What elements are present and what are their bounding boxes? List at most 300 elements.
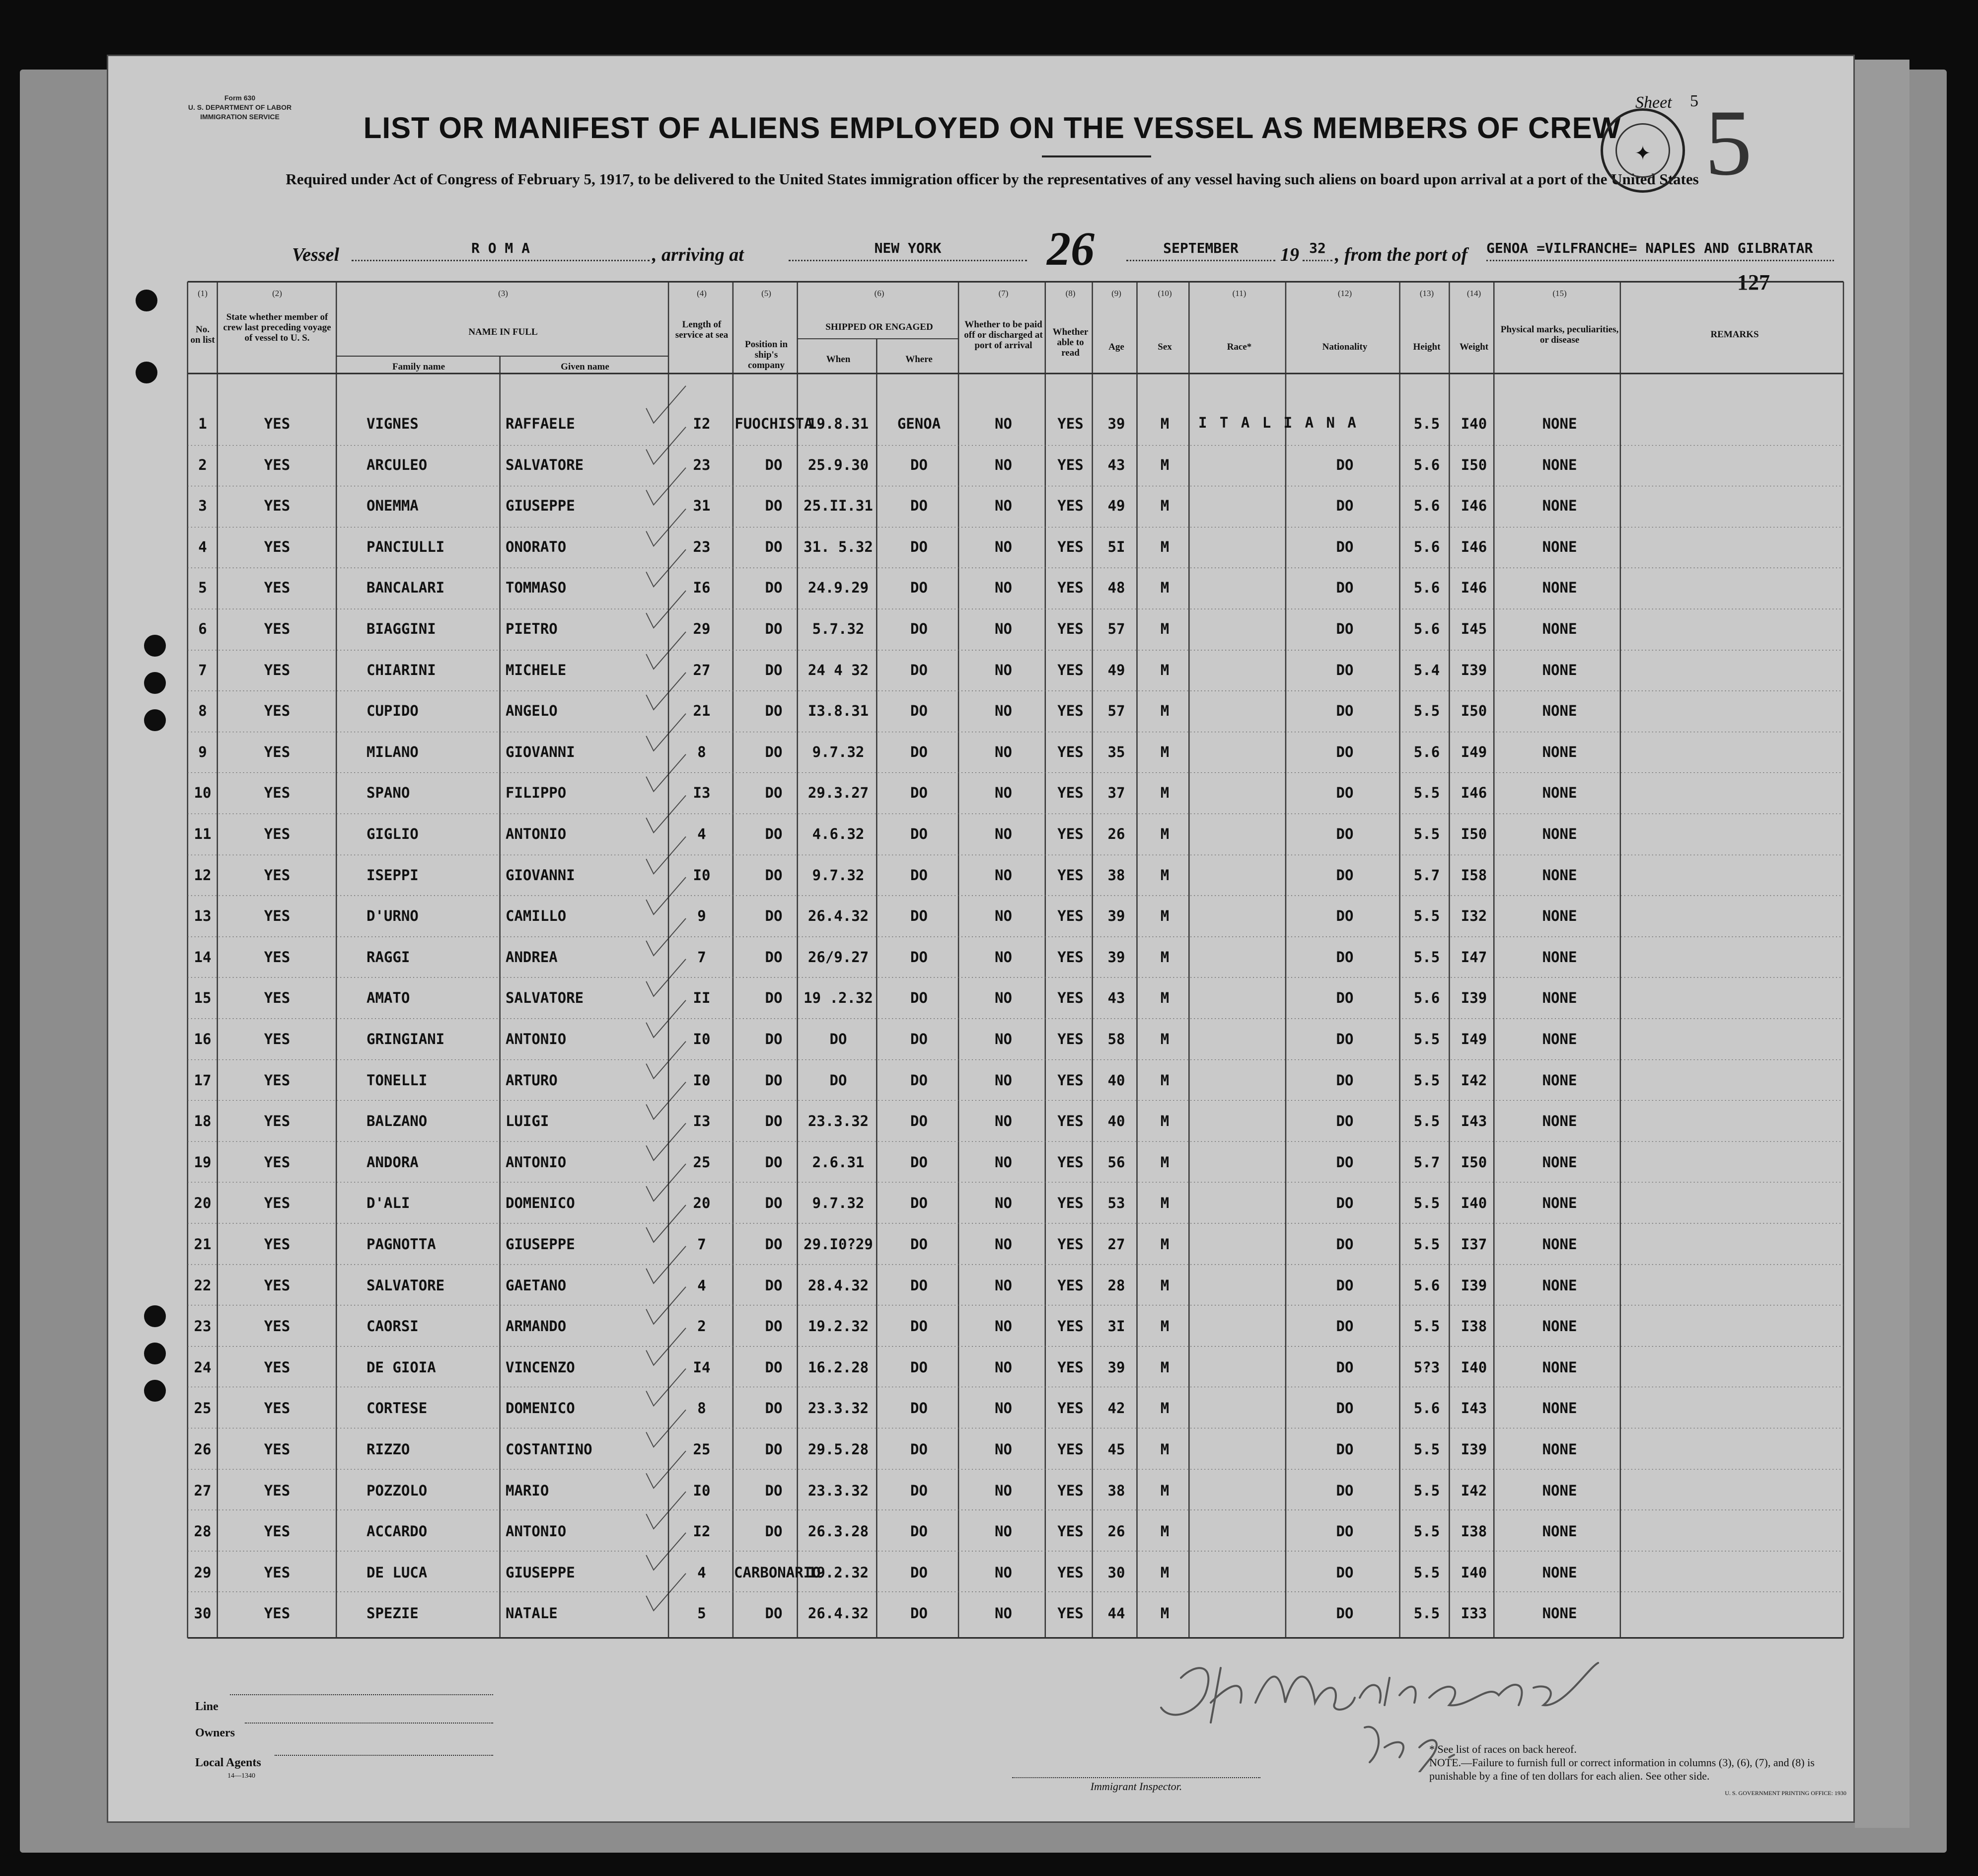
cell-where: DO [910,497,928,514]
cell-paid: NO [995,1318,1012,1335]
cell-read: YES [1057,1482,1084,1499]
cell-position: DO [765,579,783,596]
cell-where: DO [910,867,928,884]
cell-position: DO [765,1113,783,1129]
cell-weight: I37 [1461,1236,1487,1253]
cell-age: 30 [1107,1564,1125,1581]
cell-family: PANCIULLI [366,538,445,555]
cell-prev: YES [264,1605,291,1622]
cell-when: 24 4 32 [807,662,869,678]
cell-read: YES [1057,1564,1084,1581]
cell-weight: I39 [1461,989,1487,1006]
cell-height: 5.5 [1413,1441,1440,1458]
cell-nat: DO [1336,1605,1354,1622]
arriving-label: , arriving at [652,244,744,265]
binder-hole [144,1305,166,1327]
cell-weight: I40 [1461,1564,1487,1581]
cell-where: DO [910,1236,928,1253]
cell-marks: NONE [1542,1605,1577,1622]
cell-service: 8 [697,1400,706,1417]
cell-height: 5.4 [1413,662,1440,678]
cell-given: PIETRO [506,620,558,637]
cell-family: MILANO [366,744,419,760]
cell-nat: DO [1336,867,1354,884]
cell-service: 7 [697,1236,706,1253]
cell-height: 5.6 [1413,1277,1440,1294]
cell-service: 2 [697,1318,706,1335]
cell-height: 5.5 [1413,1031,1440,1048]
cell-where: DO [910,1154,928,1171]
cell-read: YES [1057,415,1084,432]
cell-weight: I40 [1461,415,1487,432]
cell-prev: YES [264,1523,291,1540]
cell-when: 25.9.30 [807,456,869,473]
cell-position: DO [765,538,783,555]
cell-given: ANTONIO [506,1031,567,1048]
cell-family: DE LUCA [366,1564,428,1581]
cell-sex: M [1160,1277,1170,1294]
cell-prev: YES [264,662,291,678]
cell-position: DO [765,497,783,514]
sheet-number-stamp: 5 [1705,91,1752,195]
cell-age: 42 [1107,1400,1125,1417]
cell-prev: YES [264,744,291,760]
cell-read: YES [1057,1523,1084,1540]
cell-prev: YES [264,1236,291,1253]
cell-weight: I39 [1461,662,1487,678]
cell-given: DOMENICO [506,1195,575,1211]
cell-sex: M [1160,1605,1170,1622]
cell-no: 27 [194,1482,212,1499]
col-num-10: (10) [1158,289,1172,298]
cell-nat: DO [1336,825,1354,842]
cell-family: BIAGGINI [366,620,436,637]
cell-service: 4 [697,1564,706,1581]
header-name-in-full: NAME IN FULL [468,327,538,337]
cell-prev: YES [264,415,291,432]
cell-where: DO [910,907,928,924]
cell-prev: YES [264,1564,291,1581]
cell-given: LUIGI [506,1113,549,1129]
cell-when: 26.4.32 [807,907,869,924]
cell-age: 38 [1107,1482,1125,1499]
consulate-seal [1601,108,1685,193]
cell-position: DO [765,1605,783,1622]
cell-given: TOMMASO [506,579,567,596]
cell-age: 40 [1107,1072,1125,1089]
cell-given: VINCENZO [506,1359,575,1376]
cell-sex: M [1160,1482,1170,1499]
cell-sex: M [1160,825,1170,842]
cell-paid: NO [995,1564,1012,1581]
cell-given: ARMANDO [506,1318,567,1335]
cell-age: 39 [1107,415,1125,432]
cell-given: SALVATORE [506,989,584,1006]
cell-when: 2.6.31 [812,1154,865,1171]
cell-read: YES [1057,662,1084,678]
cell-height: 5.5 [1413,784,1440,801]
cell-no: 26 [194,1441,212,1458]
cell-height: 5.5 [1413,949,1440,966]
cell-when: 23.3.32 [807,1400,869,1417]
cell-height: 5.5 [1413,907,1440,924]
cell-family: POZZOLO [366,1482,428,1499]
manifest-title: LIST OR MANIFEST OF ALIENS EMPLOYED ON THE VESSEL AS MEMBERS OF CREW [363,111,1621,145]
cell-paid: NO [995,1482,1012,1499]
cell-when: 26.3.28 [807,1523,869,1540]
cell-marks: NONE [1542,949,1577,966]
cell-no: 8 [198,702,207,719]
cell-nat: DO [1336,1113,1354,1129]
cell-height: 5.6 [1413,579,1440,596]
cell-weight: I38 [1461,1318,1487,1335]
cell-given: SALVATORE [506,456,584,473]
cell-service: 4 [697,1277,706,1294]
cell-family: GRINGIANI [366,1031,445,1048]
cell-given: ANTONIO [506,825,567,842]
cell-sex: M [1160,1359,1170,1376]
cell-prev: YES [264,1113,291,1129]
cell-paid: NO [995,1605,1012,1622]
cell-nat: DO [1336,662,1354,678]
col-num-12: (12) [1337,289,1352,298]
cell-service: I2 [693,415,711,432]
cell-service: 27 [693,662,711,678]
cell-when: I3.8.31 [807,702,869,719]
cell-sex: M [1160,579,1170,596]
cell-where: DO [910,456,928,473]
cell-family: D'URNO [366,907,419,924]
cell-sex: M [1160,1564,1170,1581]
cell-family: SPEZIE [366,1605,419,1622]
races-note: * See list of races on back hereof. [1429,1743,1577,1755]
cell-nat: DO [1336,538,1354,555]
cell-family: ACCARDO [366,1523,428,1540]
race-nationality-entry: I T A L I A N A [1198,414,1358,431]
cell-given: NATALE [506,1605,558,1622]
cell-no: 2 [198,456,207,473]
cell-read: YES [1057,825,1084,842]
cell-when: 29.I0?29 [804,1236,873,1253]
cell-position: DO [765,1031,783,1048]
cell-nat: DO [1336,989,1354,1006]
cell-weight: I50 [1461,456,1487,473]
binder-hole [136,290,157,311]
cell-where: DO [910,1072,928,1089]
cell-read: YES [1057,1318,1084,1335]
cell-weight: I43 [1461,1113,1487,1129]
header-race: Race* [1227,342,1252,352]
col-num-15: (15) [1552,289,1567,298]
cell-family: TONELLI [366,1072,428,1089]
header-given-name: Given name [561,362,609,372]
cell-prev: YES [264,579,291,596]
cell-where: DO [910,1113,928,1129]
cell-read: YES [1057,1359,1084,1376]
cell-family: CUPIDO [366,702,419,719]
cell-prev: YES [264,1359,291,1376]
cell-no: 11 [194,825,212,842]
cell-family: SPANO [366,784,410,801]
cell-position: DO [765,1318,783,1335]
header-length-of-service: Length of service at sea [675,319,729,340]
cell-service: 5 [697,1605,706,1622]
line-field [230,1694,493,1695]
cell-prev: YES [264,702,291,719]
cell-prev: YES [264,1031,291,1048]
cell-service: I3 [693,1113,711,1129]
cell-no: 21 [194,1236,212,1253]
cell-height: 5.6 [1413,989,1440,1006]
cell-age: 49 [1107,497,1125,514]
header-nationality: Nationality [1322,342,1368,352]
cell-service: I2 [693,1523,711,1540]
header-age: Age [1108,342,1124,352]
cell-service: 31 [693,497,711,514]
cell-weight: I46 [1461,497,1487,514]
owners-field [245,1723,493,1724]
cell-paid: NO [995,1523,1012,1540]
cell-marks: NONE [1542,1236,1577,1253]
cell-prev: YES [264,1277,291,1294]
cell-marks: NONE [1542,1400,1577,1417]
cell-read: YES [1057,1154,1084,1171]
header-where: Where [905,354,933,365]
cell-marks: NONE [1542,662,1577,678]
header-sex: Sex [1158,342,1172,352]
cell-height: 5.5 [1413,415,1440,432]
cell-read: YES [1057,1113,1084,1129]
cell-where: DO [910,1400,928,1417]
cell-family: ARCULEO [366,456,428,473]
cell-read: YES [1057,620,1084,637]
cell-height: 5.5 [1413,1482,1440,1499]
cell-age: 48 [1107,579,1125,596]
cell-service: 7 [697,949,706,966]
cell-family: CAORSI [366,1318,419,1335]
col-num-5: (5) [761,289,771,298]
cell-height: 5.5 [1413,1523,1440,1540]
cell-nat: DO [1336,1277,1354,1294]
cell-height: 5.6 [1413,456,1440,473]
cell-when: 4.6.32 [812,825,865,842]
cell-prev: YES [264,867,291,884]
cell-height: 5.5 [1413,1605,1440,1622]
col-num-13: (13) [1419,289,1434,298]
cell-family: PAGNOTTA [366,1236,436,1253]
binder-hole [144,1343,166,1364]
col-num-9: (9) [1111,289,1121,298]
cell-prev: YES [264,989,291,1006]
cell-service: I0 [693,1482,711,1499]
cell-when: 19 .2.32 [804,989,873,1006]
cell-height: 5.6 [1413,744,1440,760]
cell-nat: DO [1336,1031,1354,1048]
col-num-2: (2) [272,289,282,298]
cell-sex: M [1160,744,1170,760]
cell-marks: NONE [1542,1441,1577,1458]
cell-paid: NO [995,1072,1012,1089]
cell-paid: NO [995,662,1012,678]
cell-age: 49 [1107,662,1125,678]
footnotes [1429,1742,1846,1800]
cell-marks: NONE [1542,1318,1577,1335]
cell-prev: YES [264,1400,291,1417]
cell-weight: I39 [1461,1441,1487,1458]
cell-marks: NONE [1542,1072,1577,1089]
cell-no: 13 [194,907,212,924]
cell-when: 9.7.32 [812,744,865,760]
cell-no: 16 [194,1031,212,1048]
cell-age: 28 [1107,1277,1125,1294]
header-height: Height [1413,342,1441,352]
cell-paid: NO [995,1154,1012,1171]
cell-weight: I46 [1461,579,1487,596]
cell-nat: DO [1336,620,1354,637]
cell-age: 53 [1107,1195,1125,1211]
cell-height: 5.6 [1413,497,1440,514]
cell-prev: YES [264,456,291,473]
cell-no: 12 [194,867,212,884]
cell-paid: NO [995,1236,1012,1253]
cell-paid: NO [995,415,1012,432]
cell-when: 26/9.27 [807,949,869,966]
cell-nat: DO [1336,949,1354,966]
cell-where: DO [910,538,928,555]
header-paid-off: Whether to be paid off or discharged at port of arrival [964,319,1043,351]
cell-where: GENOA [897,415,941,432]
cell-when: 31. 5.32 [804,538,873,555]
cell-height: 5.5 [1413,1564,1440,1581]
cell-weight: I45 [1461,620,1487,637]
cell-weight: I42 [1461,1482,1487,1499]
cell-no: 10 [194,784,212,801]
cell-given: ANGELO [506,702,558,719]
cell-position: DO [765,784,783,801]
sheet-label: Sheet [1635,93,1672,112]
cell-given: MICHELE [506,662,567,678]
cell-position: FUOCHISTA [734,415,813,432]
cell-weight: I42 [1461,1072,1487,1089]
cell-family: DE GIOIA [366,1359,436,1376]
cell-where: DO [910,1605,928,1622]
cell-weight: I50 [1461,702,1487,719]
cell-marks: NONE [1542,579,1577,596]
cell-no: 19 [194,1154,212,1171]
header-remarks: REMARKS [1710,329,1759,340]
cell-weight: I38 [1461,1523,1487,1540]
cell-marks: NONE [1542,1523,1577,1540]
cell-age: 37 [1107,784,1125,801]
cell-age: 56 [1107,1154,1125,1171]
binder-hole [144,709,166,731]
cell-service: I0 [693,1031,711,1048]
cell-when: 19.2.32 [807,1564,869,1581]
cell-nat: DO [1336,784,1354,801]
cell-paid: NO [995,579,1012,596]
cell-position: DO [765,1277,783,1294]
cell-marks: NONE [1542,415,1577,432]
cell-paid: NO [995,1195,1012,1211]
col-num-4: (4) [697,289,707,298]
cell-age: 39 [1107,1359,1125,1376]
cell-sex: M [1160,1072,1170,1089]
cell-where: DO [910,579,928,596]
year-prefix: 19 [1280,244,1299,265]
fine-note: NOTE.—Failure to furnish full or correct information in columns (3), (6), (7), and (8) is punishable by a fine of ten dollars for each alien. See other side. [1429,1756,1815,1782]
cell-paid: NO [995,538,1012,555]
cell-family: GIGLIO [366,825,419,842]
cell-given: GAETANO [506,1277,567,1294]
cell-family: CORTESE [366,1400,428,1417]
cell-where: DO [910,744,928,760]
cell-position: DO [765,1400,783,1417]
cell-nat: DO [1336,1482,1354,1499]
local-agents-field [275,1755,493,1756]
cell-weight: I47 [1461,949,1487,966]
cell-family: D'ALI [366,1195,410,1211]
cell-position: DO [765,1236,783,1253]
cell-paid: NO [995,1359,1012,1376]
cell-position: DO [765,1523,783,1540]
cell-given: COSTANTINO [506,1441,592,1458]
cell-paid: NO [995,989,1012,1006]
cell-paid: NO [995,456,1012,473]
eagle-icon: ✦ [1615,123,1670,178]
cell-nat: DO [1336,1523,1354,1540]
cell-when: 26.4.32 [807,1605,869,1622]
cell-prev: YES [264,825,291,842]
cell-marks: NONE [1542,1113,1577,1129]
cell-weight: I40 [1461,1359,1487,1376]
page-edge [1855,60,1909,1828]
cell-sex: M [1160,867,1170,884]
cell-where: DO [910,1441,928,1458]
cell-no: 28 [194,1523,212,1540]
cell-height: 5?3 [1413,1359,1440,1376]
cell-weight: I50 [1461,1154,1487,1171]
cell-nat: DO [1336,1359,1354,1376]
manifest-subtitle: Required under Act of Congress of February 5, 1917, to be delivered to the United States immigration officer by the representatives of any vessel having such aliens on board upon arrival at a port of the United States [286,170,1699,188]
cell-read: YES [1057,1605,1084,1622]
cell-where: DO [910,702,928,719]
cell-when: 23.3.32 [807,1113,869,1129]
cell-paid: NO [995,620,1012,637]
cell-height: 5.6 [1413,620,1440,637]
cell-position: DO [765,1072,783,1089]
cell-given: ONORATO [506,538,567,555]
arrival-month: SEPTEMBER [1126,240,1275,261]
arrival-day: 26 [1047,222,1095,275]
cell-given: ANTONIO [506,1154,567,1171]
cell-position: DO [765,1359,783,1376]
cell-given: ANDREA [506,949,558,966]
cell-prev: YES [264,784,291,801]
cell-when: DO [829,1072,847,1089]
cell-where: DO [910,662,928,678]
cell-marks: NONE [1542,1277,1577,1294]
cell-paid: NO [995,825,1012,842]
cell-service: I6 [693,579,711,596]
vessel-label: Vessel [292,244,339,265]
cell-no: 29 [194,1564,212,1581]
cell-sex: M [1160,989,1170,1006]
cell-sex: M [1160,1523,1170,1540]
cell-service: 23 [693,538,711,555]
page-number: 127 [1737,270,1770,295]
cell-marks: NONE [1542,1482,1577,1499]
cell-weight: I32 [1461,907,1487,924]
